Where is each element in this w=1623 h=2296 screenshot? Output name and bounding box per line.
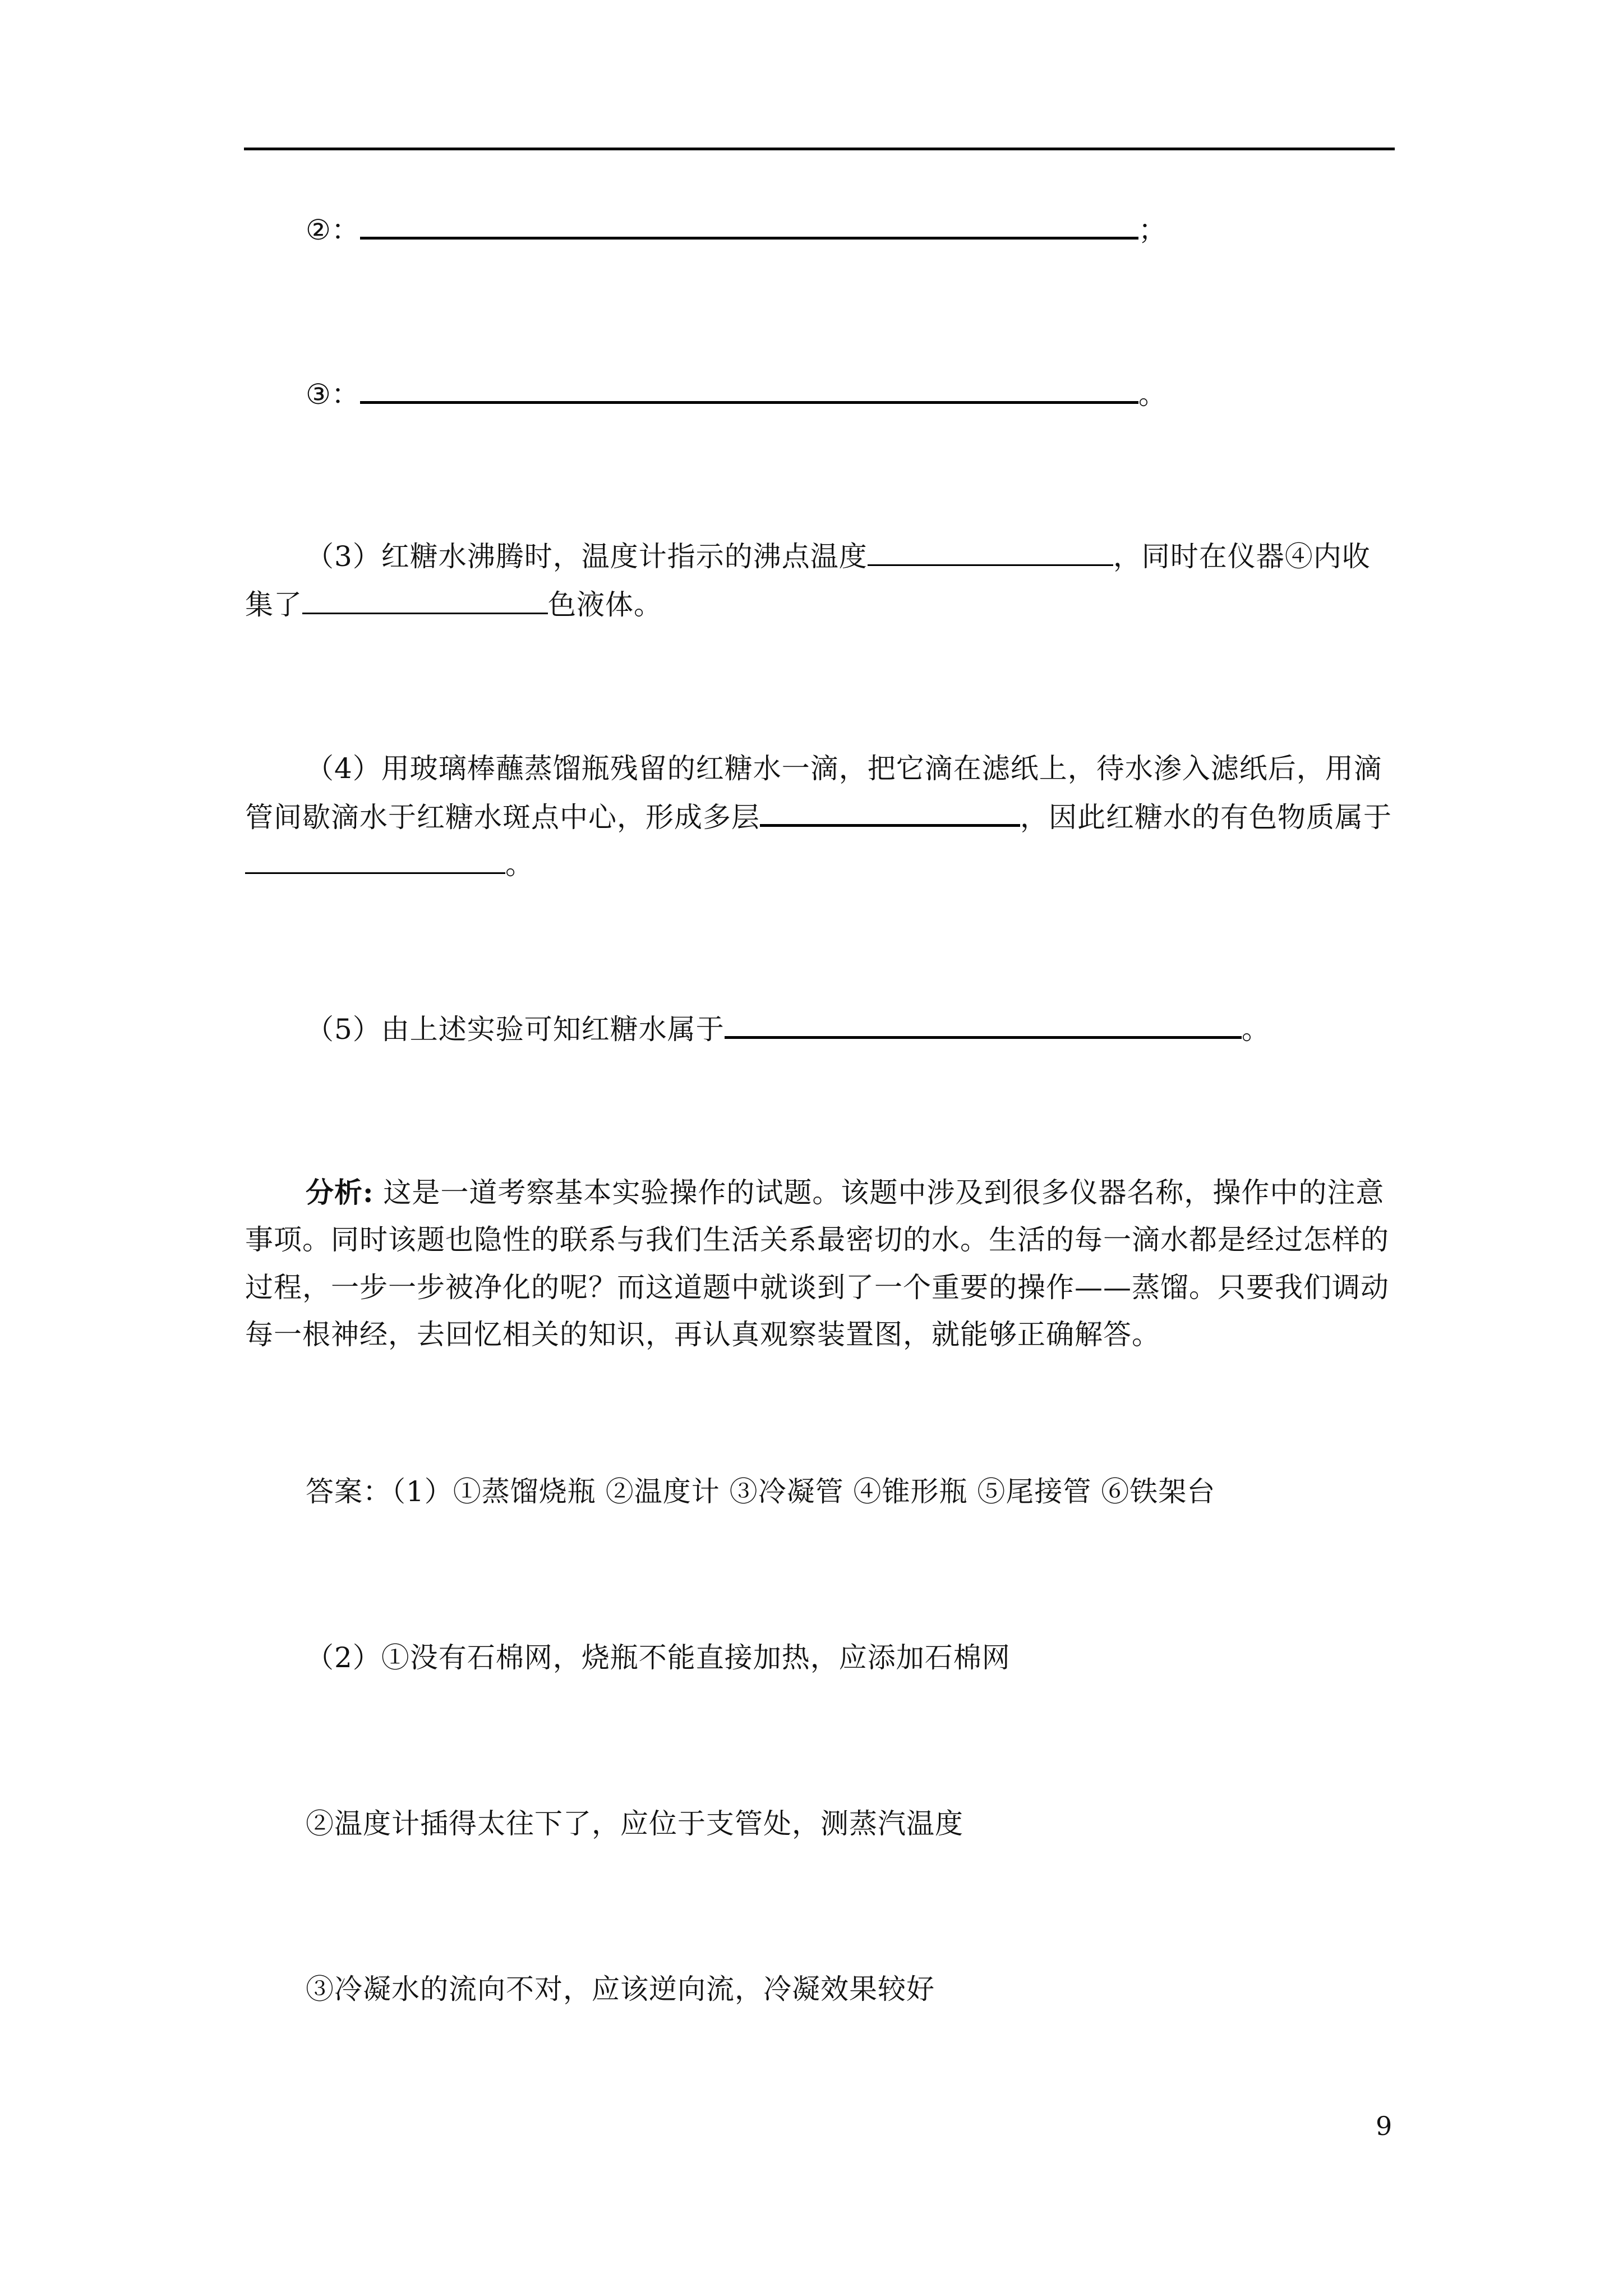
answer-blank[interactable] [760, 799, 1020, 827]
answer-blank[interactable] [360, 212, 1138, 240]
q4-text-3: ，因此红糖水的有色物质属于 [1020, 801, 1392, 834]
q5-line [306, 1011, 1270, 1046]
page-number: 9 [1376, 2111, 1393, 2141]
answer-blank[interactable] [245, 848, 505, 874]
answer-blank[interactable] [360, 376, 1138, 404]
q2-item-3-end: 。 [1138, 378, 1167, 411]
q3-text-3: 集了 [245, 588, 302, 621]
q2-item-2 [306, 212, 1167, 247]
analysis-text-1: 这是一道考察基本实验操作的试题。该题中涉及到很多仪器名称，操作中的注意 [374, 1176, 1385, 1209]
q4-end: 。 [505, 848, 534, 881]
answer-blank[interactable] [725, 1011, 1242, 1039]
answer-line-3 [306, 1807, 963, 1841]
q4-text-1: （4）用玻璃棒蘸蒸馏瓶残留的红糖水一滴，把它滴在滤纸上，待水渗入滤纸后，用滴 [306, 752, 1382, 785]
answer-text-3: ②温度计插得太往下了，应位于支管处，测蒸汽温度 [306, 1807, 963, 1840]
q4-line-2 [245, 799, 1392, 834]
q2-item-2-end: ； [1138, 214, 1167, 246]
analysis-line-2 [245, 1223, 1389, 1257]
q4-line-3 [245, 848, 534, 881]
answer-text-2: （2）①没有石棉网，烧瓶不能直接加热，应添加石棉网 [306, 1641, 1011, 1674]
q4-line-1 [306, 752, 1382, 785]
q2-item-2-label: ②： [306, 214, 360, 246]
q4-text-2: 管间歇滴水于红糖水斑点中心，形成多层 [245, 801, 760, 834]
answer-text-1: 答案：（1）①蒸馏烧瓶 ②温度计 ③冷凝管 ④锥形瓶 ⑤尾接管 ⑥铁架台 [306, 1475, 1216, 1508]
answer-blank[interactable] [302, 588, 548, 614]
answer-line-4 [306, 1972, 935, 2006]
analysis-label: 分析: [306, 1176, 374, 1209]
header-rule [244, 148, 1395, 150]
q5-text: （5）由上述实验可知红糖水属于 [306, 1013, 725, 1046]
q3-text-4: 色液体。 [548, 588, 662, 621]
analysis-text-2: 事项。同时该题也隐性的联系与我们生活关系最密切的水。生活的每一滴水都是经过怎样的 [245, 1223, 1389, 1256]
q3-text-2: ，同时在仪器④内收 [1113, 540, 1371, 573]
answer-text-4: ③冷凝水的流向不对，应该逆向流，冷凝效果较好 [306, 1973, 935, 2005]
q5-end: 。 [1241, 1013, 1270, 1046]
analysis-text-3: 过程，一步一步被净化的呢？而这道题中就谈到了一个重要的操作——蒸馏。只要我们调动 [245, 1271, 1389, 1304]
analysis-line-4 [245, 1318, 1160, 1351]
q3-line-1 [306, 540, 1371, 573]
answer-line-2 [306, 1641, 1011, 1674]
analysis-text-4: 每一根神经，去回忆相关的知识，再认真观察装置图，就能够正确解答。 [245, 1318, 1160, 1351]
q2-item-3 [306, 376, 1167, 411]
q2-item-3-label: ③： [306, 378, 360, 411]
answer-blank[interactable] [868, 540, 1113, 566]
answer-line-1 [306, 1475, 1215, 1508]
q3-text-1: （3）红糖水沸腾时，温度计指示的沸点温度 [306, 540, 868, 573]
q3-line-2 [245, 588, 662, 622]
analysis-line-3 [245, 1271, 1389, 1304]
analysis-line-1 [306, 1176, 1384, 1209]
